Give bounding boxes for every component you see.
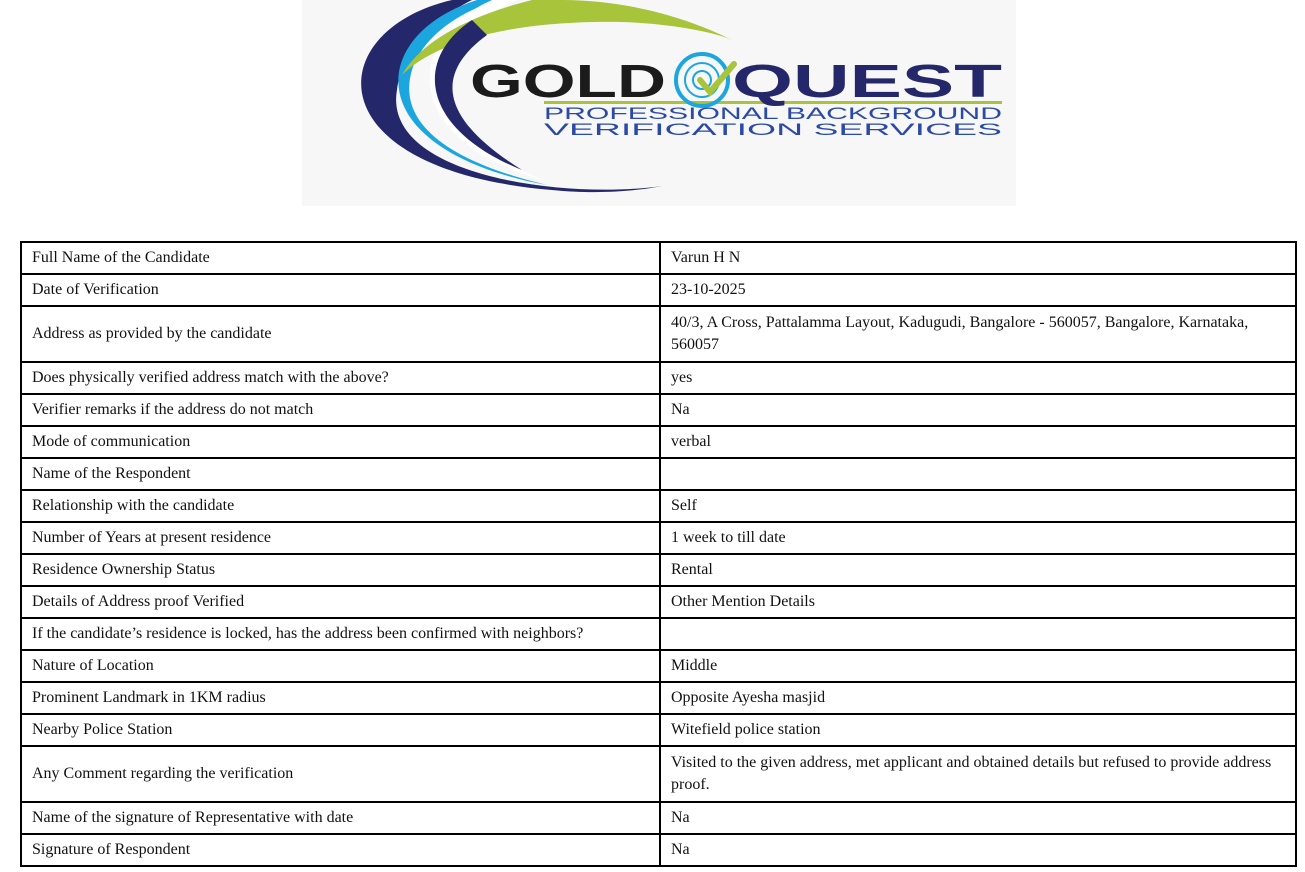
table-row (21, 714, 1296, 746)
row-value: 1 week to till date (660, 522, 1296, 554)
row-value: Middle (660, 650, 1296, 682)
logo-brand-left: GOLD (470, 55, 666, 107)
row-label: Verifier remarks if the address do not match (21, 394, 660, 426)
table-row (21, 306, 1296, 362)
table-row (21, 458, 1296, 490)
row-value: Visited to the given address, met applicant and obtained details but refused to provide address proof. (660, 746, 1296, 802)
row-value: Varun H N (660, 242, 1296, 274)
table-row (21, 426, 1296, 458)
row-value: Rental (660, 554, 1296, 586)
table-row (21, 746, 1296, 802)
logo-tagline-2: VERIFICATION SERVICES (544, 120, 1002, 139)
table-row (21, 242, 1296, 274)
logo-graphic (302, 0, 1016, 206)
row-value: Other Mention Details (660, 586, 1296, 618)
row-label: Date of Verification (21, 274, 660, 306)
table-row (21, 618, 1296, 650)
row-value (660, 458, 1296, 490)
row-label: Nearby Police Station (21, 714, 660, 746)
row-value: Na (660, 394, 1296, 426)
row-label: Name of the signature of Representative with date (21, 802, 660, 834)
row-label: Signature of Respondent (21, 834, 660, 866)
row-value: verbal (660, 426, 1296, 458)
table-row (21, 522, 1296, 554)
table-row (21, 834, 1296, 866)
row-label: Residence Ownership Status (21, 554, 660, 586)
table-row (21, 802, 1296, 834)
row-value: Opposite Ayesha masjid (660, 682, 1296, 714)
row-value: yes (660, 362, 1296, 394)
row-value: Witefield police station (660, 714, 1296, 746)
row-label: Address as provided by the candidate (21, 306, 660, 362)
row-value: Self (660, 490, 1296, 522)
table-row (21, 362, 1296, 394)
table-row (21, 394, 1296, 426)
row-value: 40/3, A Cross, Pattalamma Layout, Kadugudi, Bangalore - 560057, Bangalore, Karnataka, 560057 (660, 306, 1296, 362)
table-row (21, 650, 1296, 682)
row-value (660, 618, 1296, 650)
row-label: Prominent Landmark in 1KM radius (21, 682, 660, 714)
row-label: Number of Years at present residence (21, 522, 660, 554)
logo-brand-right: QUEST (732, 55, 1002, 107)
table-row (21, 274, 1296, 306)
logo-tagline-1: PROFESSIONAL BACKGROUND (544, 104, 1002, 123)
row-label: Full Name of the Candidate (21, 242, 660, 274)
verification-table (20, 241, 1297, 867)
row-value: 23-10-2025 (660, 274, 1296, 306)
row-label: Any Comment regarding the verification (21, 746, 660, 802)
row-label: If the candidate’s residence is locked, has the address been confirmed with neighbors? (21, 618, 660, 650)
row-value: Na (660, 834, 1296, 866)
row-label: Mode of communication (21, 426, 660, 458)
row-value: Na (660, 802, 1296, 834)
row-label: Relationship with the candidate (21, 490, 660, 522)
row-label: Name of the Respondent (21, 458, 660, 490)
table-row (21, 490, 1296, 522)
table-row (21, 586, 1296, 618)
row-label: Does physically verified address match with the above? (21, 362, 660, 394)
table-row (21, 682, 1296, 714)
company-logo (302, 0, 1016, 206)
row-label: Nature of Location (21, 650, 660, 682)
table-row (21, 554, 1296, 586)
row-label: Details of Address proof Verified (21, 586, 660, 618)
